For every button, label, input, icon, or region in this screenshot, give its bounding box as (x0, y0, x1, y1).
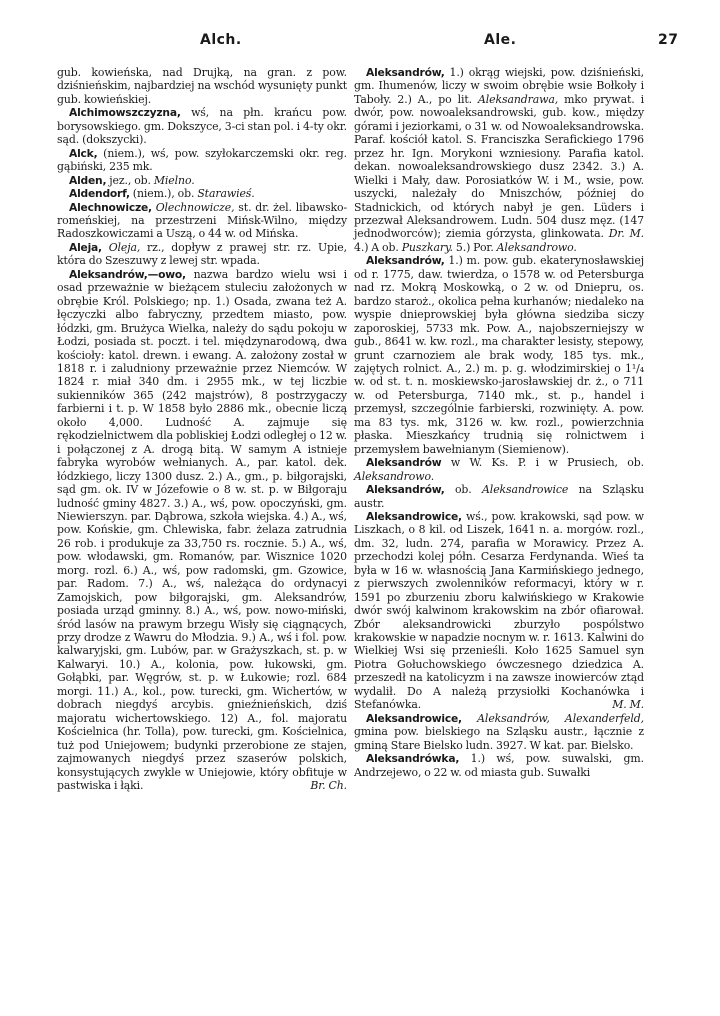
entry-headword: Aleksandrówka, (366, 752, 460, 766)
entry-headword: Alck, (69, 146, 98, 160)
dictionary-entry (354, 456, 644, 483)
dictionary-entry (354, 254, 644, 456)
entry-text (102, 241, 109, 254)
dictionary-entry (57, 174, 347, 187)
dictionary-entry (57, 66, 347, 106)
dictionary-entry (354, 483, 644, 510)
italic-text: Aleksandrowice (482, 483, 569, 497)
dictionary-entry (354, 510, 644, 712)
italic-text: Aleksandrowo. (354, 469, 435, 483)
entry-headword: Aleksandrów,—owo, (69, 267, 186, 281)
text-column-right (354, 66, 644, 779)
entry-text: (niem.), ob. (129, 187, 198, 201)
text-column-left (57, 66, 347, 792)
entry-headword: Aleksandrów, (366, 66, 445, 79)
italic-text: Aleksandrawa, (478, 92, 559, 106)
dictionary-entry (57, 268, 347, 793)
author-signature: Br. Ch. (310, 779, 347, 793)
entry-text: wś., pow. krakowski, sąd pow. w Liszkach, o 8 kil. od Liszek, 1641 n. a. morgów. rozl., dm. 32, ludn. 274, parafia w Morawicy. Przez A. przechodzi kolej półn. Cesarza Ferdynanda. Wieś ta była w 16 w. własnością Jana Karmińskiego jednego, z pierwszych zwolenników reformacyi, który w r. 1591 po zburzeniu zboru kalwińskiego w Krakowie dwór swój kalwinom krakowskim na zbór ofiarował. Zbór aleksandrowicki zburzyło pospólstwo krakowskie w napadzie nocnym w. r. 1613. Kalwini do Wielkiej Wsi się przenieśli. Koło 1625 Samuel syn Piotra Gołuchowskiego ówczesnego dziedzica A. przeszedł na katolicyzm i na zawsze inowierców ztąd wydalił. Do A należą przysiołki Kochanówka i Stefanówka. (354, 509, 644, 712)
italic-text: Puszkary. (401, 240, 453, 254)
italic-text: Aleksandrów, Alexanderfeld, (477, 711, 644, 725)
entry-headword: Aleja, (69, 240, 102, 254)
dictionary-entry (57, 147, 347, 174)
dictionary-entry (57, 187, 347, 200)
entry-headword: Aleksandrów, (366, 483, 445, 497)
page-number: 27 (658, 32, 679, 48)
author-signature: M. M. (612, 698, 644, 712)
running-head-left: Alch. (200, 32, 242, 48)
italic-text: Oleja, (108, 240, 141, 254)
entry-text: na Szląsku austr. (354, 483, 644, 510)
dictionary-entry (354, 752, 644, 779)
entry-text: 4.) A ob. (354, 240, 402, 254)
entry-text: 1.) m. pow. gub. ekaterynosławskiej od r. 1775, daw. twierdza, o 1578 w. od Petersburga nad rz. Mokrą Moskowką, o 2 w. od Dniepru, os. bardzo staroż., okolica pełna kurhanów; niedaleko na wyspie dnieprowskiej była główna siedziba siczy zaporoskiej, 5733 mk. Pow. A., najobszerniejszy w gub., 8641 w. kw. rozl., ma charakter lesisty, stepowy, grunt czarnoziem ale brak wody, 185 tys. mk., zajętych rolnict. A., 2.) m. p. g. włodzimirskiej o 1¹/₄ w. od st. t. n. moskiewsko-jarosławskiej dr. ż., o 711 w. od Petersburga, 7140 mk., st. p., handel i przemysł, szczególnie farbierski, rozwinięty. A. pow. ma 83 tys. mk, 3126 w. kw. rozl., powierzchnia płaska. Mieszkańcy trudnią się rolnictwem i przemysłem bawełnianym (Siemienow). (354, 254, 644, 456)
entry-text: nazwa bardzo wielu wsi i osad przeważnie w bieżącem stuleciu założonych w obrębie Król. Polskiego; np. 1.) Osada, zwana też A. łęczyczki albo fabryczny, przedtem miasto, pow. łódzki, gm. Brużyca Wielka, należy do sądu pokoju w Łodzi, posiada st. poczt. i tel. międzynarodową, dwa kościoły: katol. drewn. i ewang. A. założony został w 1818 r. i zaludniony przeważnie przez Niemców. W 1824 r. miał 340 dm. i 2955 mk., w tej liczbie sukienników 365 (242 majstrów), 8 postrzygaczy farbierni i t. p. W 1858 było 2886 mk., obecnie liczą około 4,000. Ludność A. zajmuje się rękodzielnictwem dla pobliskiej Łodzi odległej o 12 w. i połączonej z A. drogą bitą. W samym A istnieje fabryka wyrobów wełnianych. A., par. katol. dek. łódzkiego, liczy 1300 dusz. 2.) A., gm., p. biłgorajski, sąd gm. ok. IV w Józefowie o 8 w. st. p. w Biłgoraju ludność gminy 4827. 3.) A., wś, pow. opoczyński, gm. Niewierszyn. par. Dąbrowa, szkoła wiejska. 4.) A., wś, pow. Końskie, gm. Chlewiska, fabr. żelaza zatrudnia 26 rob. i produkuje za 33,750 rs. rocznie. 5.) A., wś, pow. włodawski, gm. Romanów, par. Wisznice 1020 morg. rozl. 6.) A., wś, pow radomski, gm. Gzowice, par. Radom. 7.) A., wś, należąca do ordynacyi Zamojskich, pow biłgorajski, gm. Aleksandrów, posiada urząd gminny. 8.) A., wś, pow. nowo-miński, śród lasów na prawym brzegu Wisły się ciągnących, przy drodze z Wawru do Młodzia. 9.) A., wś i fol. pow. kalwaryjski, gm. Lubów, par. w Grażyszkach, st. p. w Kalwaryi. 10.) A., kolonia, pow. łukowski, gm. Gołąbki, par. Węgrów, st. p. w Łukowie; rozl. 684 morgi. 11.) A., kol., pow. turecki, gm. Wichertów, w dobrach niegdyś arcybis. gnieźnieńskich, dziś majoratu wichertowskiego. 12) A., fol. majoratu Kościelnica (hr. Tolla), pow. turecki, gm. Kościelnica, tuż pod Uniejowem; budynki przerobione ze stajen, zajmowanych niegdyś przez szaserów polskich, konsystujących zwykle w Uniejowie, który obfituje w pastwiska i łąki. (57, 267, 347, 793)
dictionary-entry (57, 201, 347, 241)
entry-headword: Aleksandrowice, (366, 711, 462, 725)
dictionary-entry (354, 712, 644, 752)
entry-text: w W. Ks. P. i w Prusiech, ob. (441, 456, 644, 470)
entry-text: gub. kowieńska, nad Drujką, na gran. z pow. dziśnieńskim, najbardziej na wschód wysunięty punkt gub. kowieńskiej. (57, 66, 347, 106)
entry-headword: Alechnowicze, (69, 200, 152, 214)
entry-text: wś, na płn. krańcu pow. borysowskiego. gm. Dokszyce, 3-ci stan pol. i 4-ty okr. sąd. (dokszycki). (57, 106, 347, 147)
entry-headword: Aleksandrowice, (366, 509, 462, 523)
entry-text: st. dr. żel. libawsko-romeńskiej, na przestrzeni Mińsk-Wilno, między Radoszkowiczami a Uszą, o 44 w. od Mińska. (57, 200, 347, 241)
entry-text: 1.) wś, pow. suwalski, gm. Andrzejewo, o 22 w. od miasta gub. Suwałki (354, 752, 644, 779)
italic-text: Olechnowicze, (155, 200, 235, 214)
dictionary-entry (354, 66, 644, 254)
italic-text: Starawieś. (197, 187, 255, 201)
entry-text: (niem.), wś, pow. szyłokarczemski okr. reg. gąbiński, 235 mk. (57, 146, 347, 174)
italic-text: Aleksandrowo. (496, 240, 577, 254)
entry-text: ob. (444, 483, 483, 497)
entry-text: mko prywat. i dwór, pow. nowoaleksandrowski, gub. kow., między górami i jeziorkami, o 31 w. od Nowoaleksandrowska. Paraf. kościół katol. S. Franciszka Serafickiego 1796 przez hr. Ign. Morykoni wzniesiony. Parafia katol. dekan. nowoaleksandrowskiego dusz 2342. 3.) A. Wielki i Mały, daw. Porosiatków W. i M., wsie, pow. uszycki, należały do Mniszchów, później do Stadnickich, od których nabył je gen. Lüders i przezwał Aleksandrowem. Ludn. 504 dusz męz. (147 jednodworców); ziemia górzysta, glinkowata. (354, 92, 644, 241)
entry-text: 5.) Por. (452, 240, 497, 254)
entry-text: rz., dopływ z prawej str. rz. Upie, która do Szeszuwy z lewej str. wpada. (57, 240, 347, 268)
entry-headword: Alden, (69, 173, 107, 187)
entry-text: gmina pow. bielskiego na Szląsku austr., łącznie z gminą Stare Bielsko ludn. 3927. W kat. par. Bielsko. (354, 725, 644, 752)
entry-text: jez., ob. (106, 173, 154, 187)
running-head-right: Ale. (484, 32, 517, 48)
entry-headword: Aldendorf, (69, 187, 130, 201)
italic-text: Mielno. (153, 173, 195, 187)
entry-text (462, 712, 477, 725)
entry-headword: Aleksandrów (366, 456, 442, 470)
italic-text: Dr. M. (608, 227, 644, 241)
dictionary-entry (57, 106, 347, 146)
entry-headword: Aleksandrów, (366, 254, 445, 268)
entry-text: 1.) okrąg wiejski, pow. dziśnieński, gm. Ihumenów, liczy w swoim obrębie wsie Bołkoły i Taboły. 2.) A., po lit. (354, 66, 644, 106)
dictionary-entry (57, 241, 347, 268)
entry-headword: Alchimowszczyzna, (69, 106, 181, 120)
